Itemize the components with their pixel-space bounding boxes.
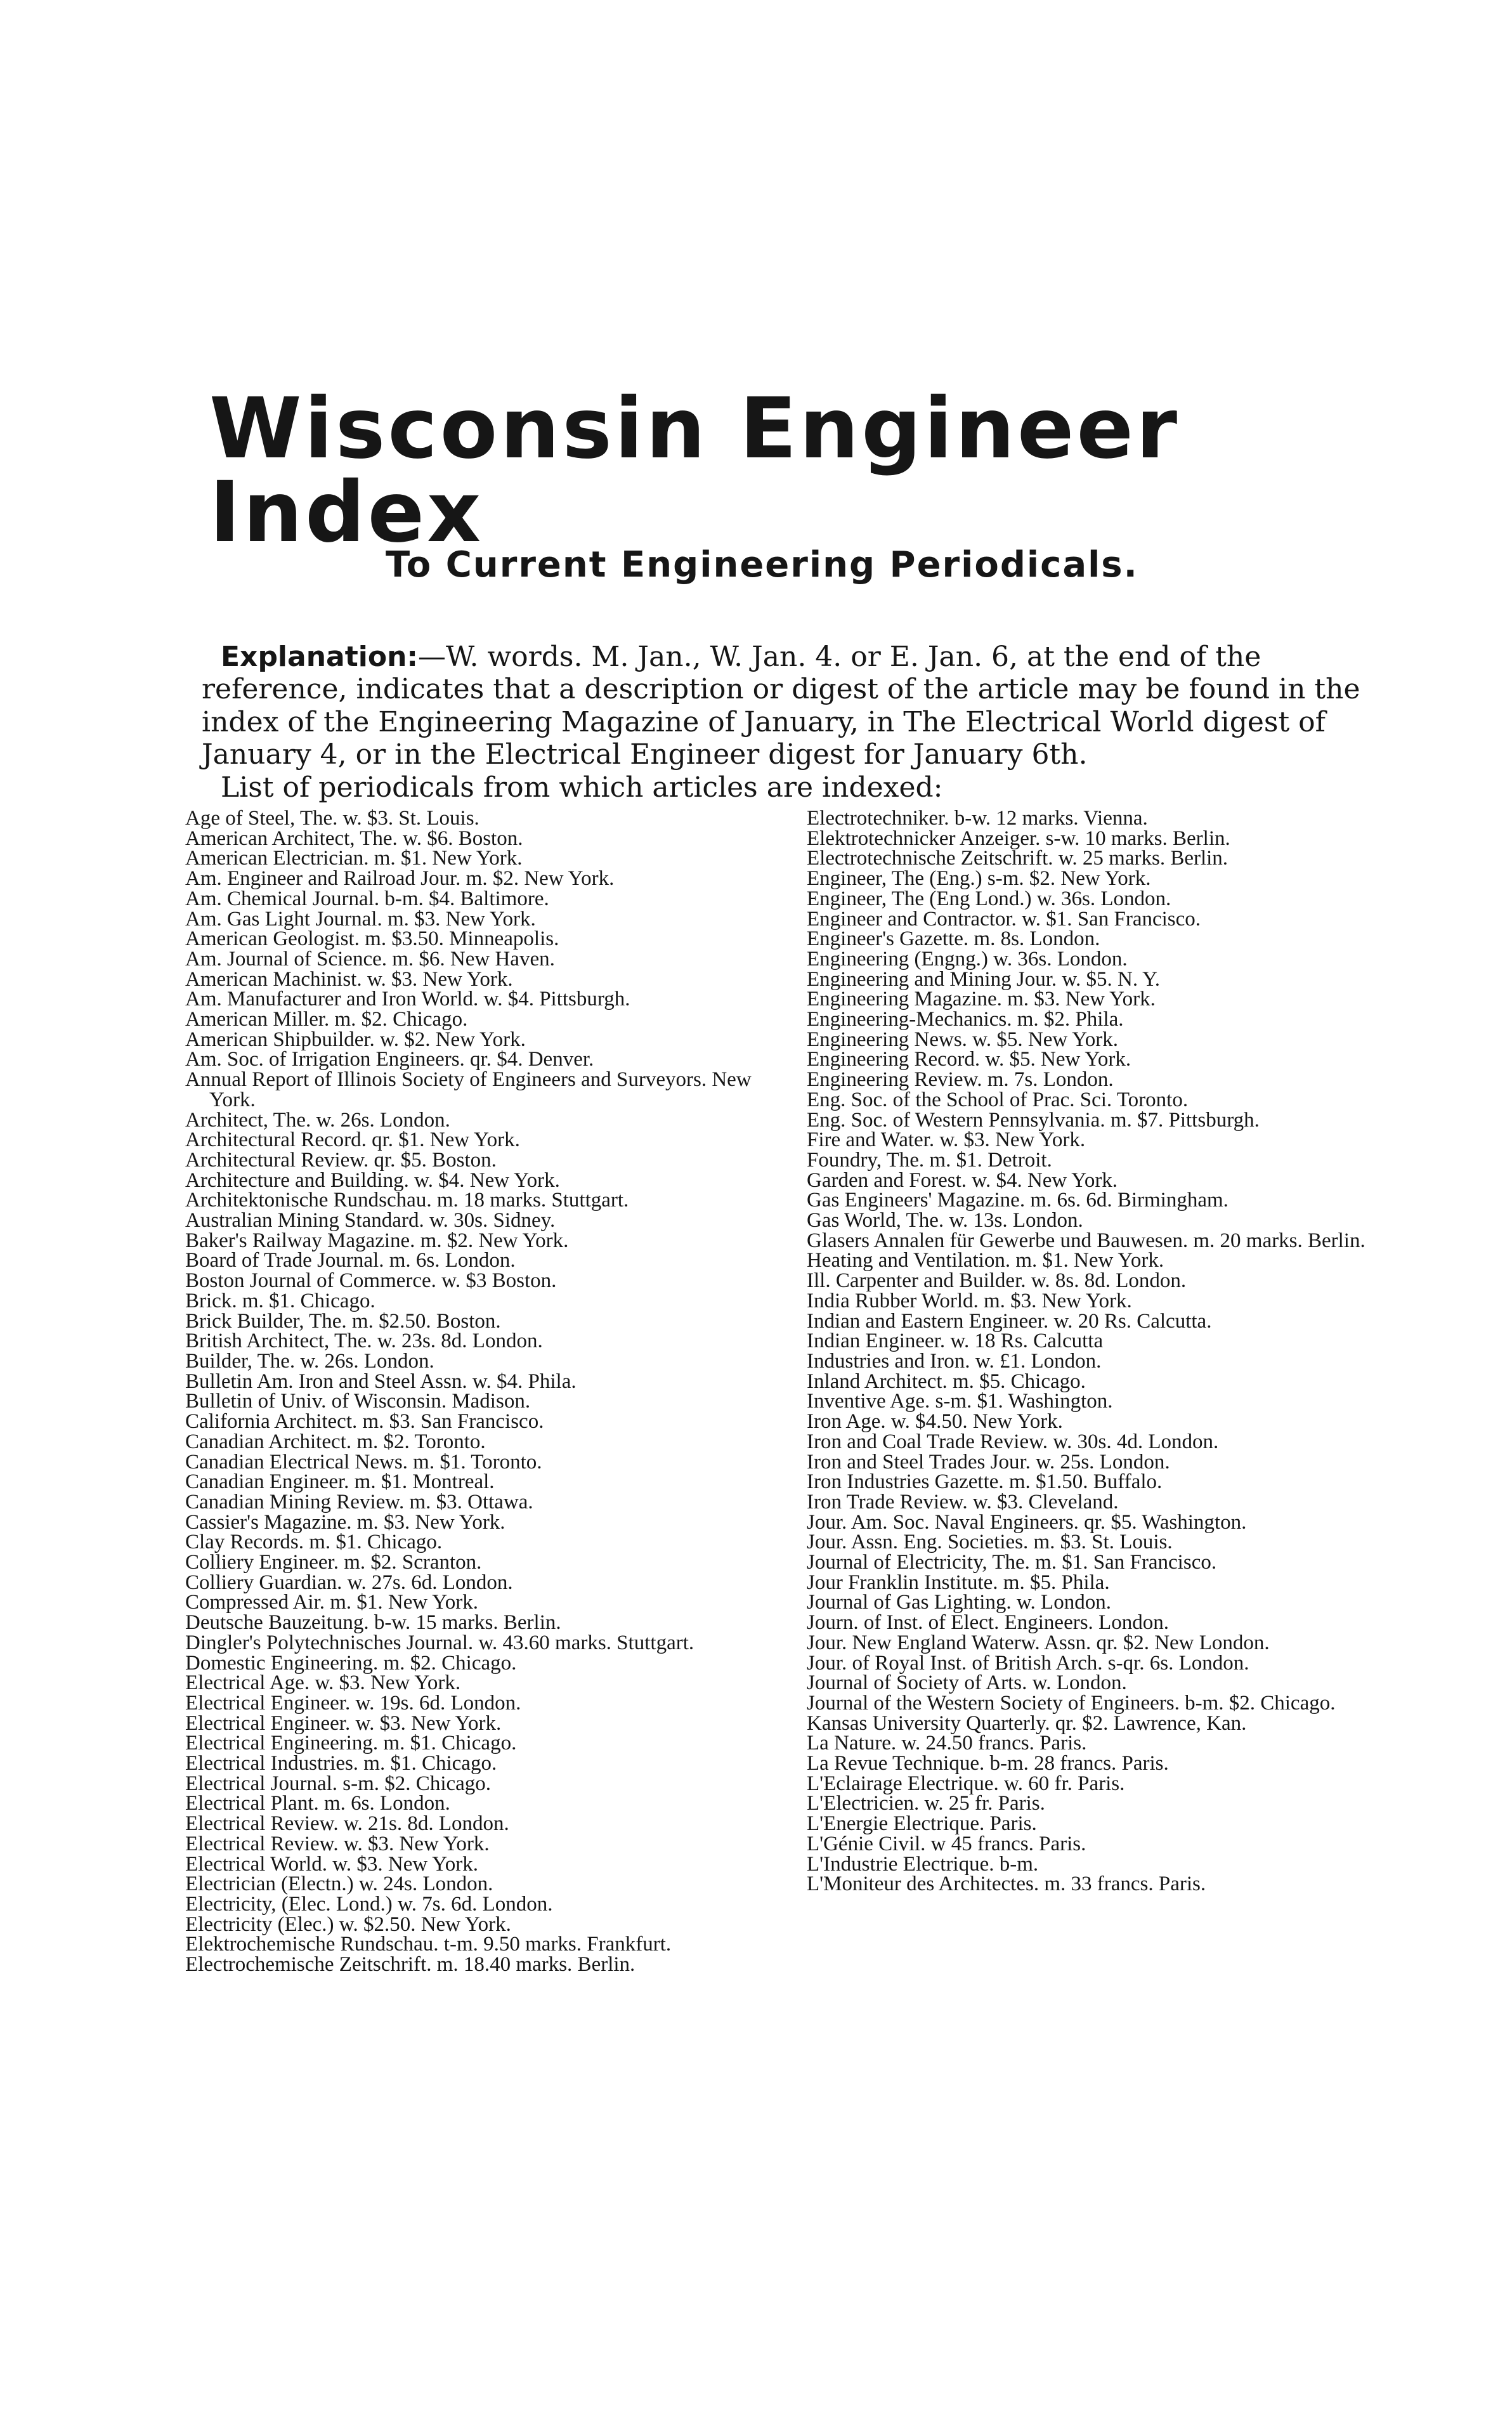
periodical-entry: Canadian Architect. m. $2. Toronto. <box>185 1430 486 1453</box>
periodical-entry: Engineering-Mechanics. m. $2. Phila. <box>807 1008 1124 1031</box>
periodical-entry: Iron Industries Gazette. m. $1.50. Buffalo. <box>807 1470 1163 1494</box>
periodical-entry: Electrical Industries. m. $1. Chicago. <box>185 1752 497 1775</box>
periodical-entry: Am. Engineer and Railroad Jour. m. $2. New York. <box>185 867 615 891</box>
periodical-entry: Dingler's Polytechnisches Journal. w. 43.60 marks. Stuttgart. <box>185 1631 694 1654</box>
periodical-entry: American Geologist. m. $3.50. Minneapolis. <box>185 927 559 951</box>
periodical-entry: Am. Journal of Science. m. $6. New Haven. <box>185 947 555 970</box>
periodical-entry: Deutsche Bauzeitung. b-w. 15 marks. Berlin. <box>185 1611 561 1635</box>
periodical-entry: Engineering Review. m. 7s. London. <box>807 1068 1114 1092</box>
periodical-entry: L'Eclairage Electrique. w. 60 fr. Paris. <box>807 1772 1125 1795</box>
periodical-entry: Builder, The. w. 26s. London. <box>185 1349 434 1373</box>
periodical-entry: Bulletin Am. Iron and Steel Assn. w. $4. Phila. <box>185 1369 577 1393</box>
periodical-entry: Jour. Assn. Eng. Societies. m. $3. St. Louis. <box>807 1531 1173 1554</box>
periodical-entry: L'Electricien. w. 25 fr. Paris. <box>807 1792 1045 1815</box>
periodical-entry: India Rubber World. m. $3. New York. <box>807 1289 1132 1312</box>
periodical-entry: Kansas University Quarterly. qr. $2. Lawrence, Kan. <box>807 1711 1247 1735</box>
periodical-entry: Cassier's Magazine. m. $3. New York. <box>185 1510 505 1534</box>
periodical-entry: Indian and Eastern Engineer. w. 20 Rs. Calcutta. <box>807 1309 1212 1333</box>
periodical-entry: Journ. of Inst. of Elect. Engineers. London. <box>807 1611 1169 1635</box>
periodical-entry: Electrotechnische Zeitschrift. w. 25 marks. Berlin. <box>807 847 1228 870</box>
periodical-entry: Electrotechniker. b-w. 12 marks. Vienna. <box>807 807 1148 830</box>
periodical-entry: Canadian Electrical News. m. $1. Toronto. <box>185 1450 542 1474</box>
periodical-entry: Elektrotechnicker Anzeiger. s-w. 10 marks. Berlin. <box>807 827 1230 850</box>
periodical-entry: Journal of the Western Society of Engineers. b-m. $2. Chicago. <box>807 1691 1336 1715</box>
periodical-entry: Journal of Society of Arts. w. London. <box>807 1671 1127 1695</box>
periodical-entry: American Machinist. w. $3. New York. <box>185 967 513 991</box>
periodical-entry: Electricity (Elec.) w. $2.50. New York. <box>185 1912 511 1936</box>
periodical-entry: Electrical Plant. m. 6s. London. <box>185 1792 450 1815</box>
periodical-entry: Electrical Engineering. m. $1. Chicago. <box>185 1732 517 1755</box>
periodical-entry: L'Energie Electrique. Paris. <box>807 1812 1037 1836</box>
periodical-entry: Elektrochemische Rundschau. t-m. 9.50 marks. Frankfurt. <box>185 1933 672 1956</box>
periodical-entry: Journal of Electricity, The. m. $1. San Francisco. <box>807 1551 1217 1574</box>
periodical-entry: Canadian Mining Review. m. $3. Ottawa. <box>185 1490 533 1513</box>
periodical-entry: Eng. Soc. of Western Pennsylvania. m. $7. Pittsburgh. <box>807 1108 1260 1132</box>
periodical-entry: Architectural Review. qr. $5. Boston. <box>185 1148 497 1172</box>
periodical-entry: American Shipbuilder. w. $2. New York. <box>185 1028 526 1051</box>
periodical-entry: Engineer, The (Eng Lond.) w. 36s. London. <box>807 887 1171 910</box>
periodical-entry: British Architect, The. w. 23s. 8d. London. <box>185 1330 543 1353</box>
periodical-entry: Colliery Guardian. w. 27s. 6d. London. <box>185 1571 513 1594</box>
periodical-entry: Electrician (Electn.) w. 24s. London. <box>185 1872 493 1896</box>
periodical-entry: L'Génie Civil. w 45 francs. Paris. <box>807 1832 1086 1855</box>
periodical-entry: La Nature. w. 24.50 francs. Paris. <box>807 1732 1087 1755</box>
periodical-entry: Journal of Gas Lighting. w. London. <box>807 1591 1111 1614</box>
periodical-entry: Bulletin of Univ. of Wisconsin. Madison. <box>185 1390 531 1413</box>
periodical-entry: Canadian Engineer. m. $1. Montreal. <box>185 1470 495 1494</box>
periodical-entry: Board of Trade Journal. m. 6s. London. <box>185 1249 516 1272</box>
periodical-entry: American Miller. m. $2. Chicago. <box>185 1008 468 1031</box>
periodical-entry: Jour Franklin Institute. m. $5. Phila. <box>807 1571 1110 1594</box>
periodical-entry: Electrical Engineer. w. 19s. 6d. London. <box>185 1691 521 1715</box>
periodical-entry: Architect, The. w. 26s. London. <box>185 1108 450 1132</box>
periodical-entry: Indian Engineer. w. 18 Rs. Calcutta <box>807 1330 1104 1353</box>
periodical-entry: Clay Records. m. $1. Chicago. <box>185 1531 443 1554</box>
periodical-entry: American Architect, The. w. $6. Boston. <box>185 827 523 850</box>
periodical-entry: Engineer's Gazette. m. 8s. London. <box>807 927 1100 951</box>
periodical-entry: Jour. New England Waterw. Assn. qr. $2. New London. <box>807 1631 1270 1654</box>
periodical-entry: Architecture and Building. w. $4. New York. <box>185 1168 560 1192</box>
periodical-entry: La Revue Technique. b-m. 28 francs. Paris. <box>807 1752 1169 1775</box>
periodical-entry: Jour. Am. Soc. Naval Engineers. qr. $5. Washington. <box>807 1510 1247 1534</box>
periodical-entry: Inventive Age. s-m. $1. Washington. <box>807 1390 1113 1413</box>
periodical-entry: Architectural Record. qr. $1. New York. <box>185 1128 520 1152</box>
periodical-entry: Australian Mining Standard. w. 30s. Sidney. <box>185 1209 556 1232</box>
periodical-entry: American Electrician. m. $1. New York. <box>185 847 523 870</box>
periodical-entry: Foundry, The. m. $1. Detroit. <box>807 1148 1052 1172</box>
periodical-entry: Iron and Coal Trade Review. w. 30s. 4d. London. <box>807 1430 1219 1453</box>
periodical-entry: Colliery Engineer. m. $2. Scranton. <box>185 1551 482 1574</box>
periodical-entry: L'Industrie Electrique. b-m. <box>807 1852 1039 1876</box>
periodical-entry: Age of Steel, The. w. $3. St. Louis. <box>185 807 479 830</box>
periodical-entry: Electricity, (Elec. Lond.) w. 7s. 6d. London. <box>185 1892 553 1916</box>
periodical-entry: Inland Architect. m. $5. Chicago. <box>807 1369 1086 1393</box>
periodical-entry: Engineering Magazine. m. $3. New York. <box>807 988 1156 1011</box>
periodical-entry: Compressed Air. m. $1. New York. <box>185 1591 479 1614</box>
periodical-entry: Heating and Ventilation. m. $1. New York. <box>807 1249 1164 1272</box>
periodical-entry: Gas World, The. w. 13s. London. <box>807 1209 1083 1232</box>
periodical-entry: Engineer, The (Eng.) s-m. $2. New York. <box>807 867 1151 891</box>
periodical-entry: Am. Chemical Journal. b-m. $4. Baltimore. <box>185 887 549 910</box>
periodical-entry: Electrical Review. w. $3. New York. <box>185 1832 490 1855</box>
periodical-entry: Electrochemische Zeitschrift. m. 18.40 marks. Berlin. <box>185 1953 635 1977</box>
periodical-entry: Annual Report of Illinois Society of Engineers and Surveyors. New York. <box>185 1068 752 1111</box>
periodicals-right-column <box>807 809 1403 1895</box>
periodical-entry: Iron and Steel Trades Jour. w. 25s. London. <box>807 1450 1170 1474</box>
periodical-entry: Architektonische Rundschau. m. 18 marks. Stuttgart. <box>185 1189 629 1212</box>
periodical-entry: Iron Trade Review. w. $3. Cleveland. <box>807 1490 1119 1513</box>
explanation-paragraph <box>202 641 1381 804</box>
periodical-entry: Engineering Record. w. $5. New York. <box>807 1048 1131 1071</box>
periodical-entry: California Architect. m. $3. San Francisco. <box>185 1410 544 1434</box>
page-subtitle: To Current Engineering Periodicals. <box>386 544 1138 585</box>
periodical-entry: Electrical Journal. s-m. $2. Chicago. <box>185 1772 492 1795</box>
periodical-entry: Am. Manufacturer and Iron World. w. $4. Pittsburgh. <box>185 988 630 1011</box>
periodical-entry: Glasers Annalen für Gewerbe und Bauwesen. m. 20 marks. Berlin. <box>807 1229 1365 1252</box>
periodical-entry: Engineering (Engng.) w. 36s. London. <box>807 947 1128 970</box>
periodical-entry: Iron Age. w. $4.50. New York. <box>807 1410 1063 1434</box>
periodical-entry: Engineering News. w. $5. New York. <box>807 1028 1118 1051</box>
periodical-entry: Industries and Iron. w. £1. London. <box>807 1349 1102 1373</box>
periodical-entry: Eng. Soc. of the School of Prac. Sci. Toronto. <box>807 1088 1189 1111</box>
periodical-entry: Jour. of Royal Inst. of British Arch. s-qr. 6s. London. <box>807 1651 1249 1675</box>
periodical-entry: Am. Gas Light Journal. m. $3. New York. <box>185 907 536 931</box>
periodical-entry: Domestic Engineering. m. $2. Chicago. <box>185 1651 517 1675</box>
periodical-entry: Brick Builder, The. m. $2.50. Boston. <box>185 1309 501 1333</box>
periodical-entry: Electrical World. w. $3. New York. <box>185 1852 479 1876</box>
explanation-label: Explanation: <box>221 641 418 673</box>
periodical-entry: Engineer and Contractor. w. $1. San Francisco. <box>807 907 1201 931</box>
periodical-entry: Am. Soc. of Irrigation Engineers. qr. $4. Denver. <box>185 1048 594 1071</box>
list-intro: List of periodicals from which articles are indexed: <box>221 771 943 804</box>
periodical-entry: Engineering and Mining Jour. w. $5. N. Y. <box>807 967 1160 991</box>
periodicals-left-column <box>185 809 781 1975</box>
periodical-entry: Electrical Review. w. 21s. 8d. London. <box>185 1812 509 1836</box>
periodical-entry: L'Moniteur des Architectes. m. 33 francs. Paris. <box>807 1872 1206 1896</box>
periodical-entry: Garden and Forest. w. $4. New York. <box>807 1168 1118 1192</box>
periodical-entry: Brick. m. $1. Chicago. <box>185 1289 375 1312</box>
periodical-entry: Boston Journal of Commerce. w. $3 Boston. <box>185 1269 557 1293</box>
page-title: Wisconsin Engineer Index <box>209 380 1180 561</box>
periodical-entry: Electrical Engineer. w. $3. New York. <box>185 1711 502 1735</box>
explanation-text: —W. words. M. Jan., W. Jan. 4. or E. Jan. 6, at the end of the reference, indicates that a description or digest of the article may be found in the index of the Engineering Magazine of January, in The Electrical World digest of January 4, or in the Electrical Engineer digest for January 6th. <box>202 641 1360 771</box>
periodical-entry: Fire and Water. w. $3. New York. <box>807 1128 1086 1152</box>
periodical-entry: Ill. Carpenter and Builder. w. 8s. 8d. London. <box>807 1269 1187 1293</box>
periodical-entry: Electrical Age. w. $3. New York. <box>185 1671 461 1695</box>
periodical-entry: Gas Engineers' Magazine. m. 6s. 6d. Birmingham. <box>807 1189 1228 1212</box>
periodical-entry: Baker's Railway Magazine. m. $2. New York. <box>185 1229 569 1252</box>
